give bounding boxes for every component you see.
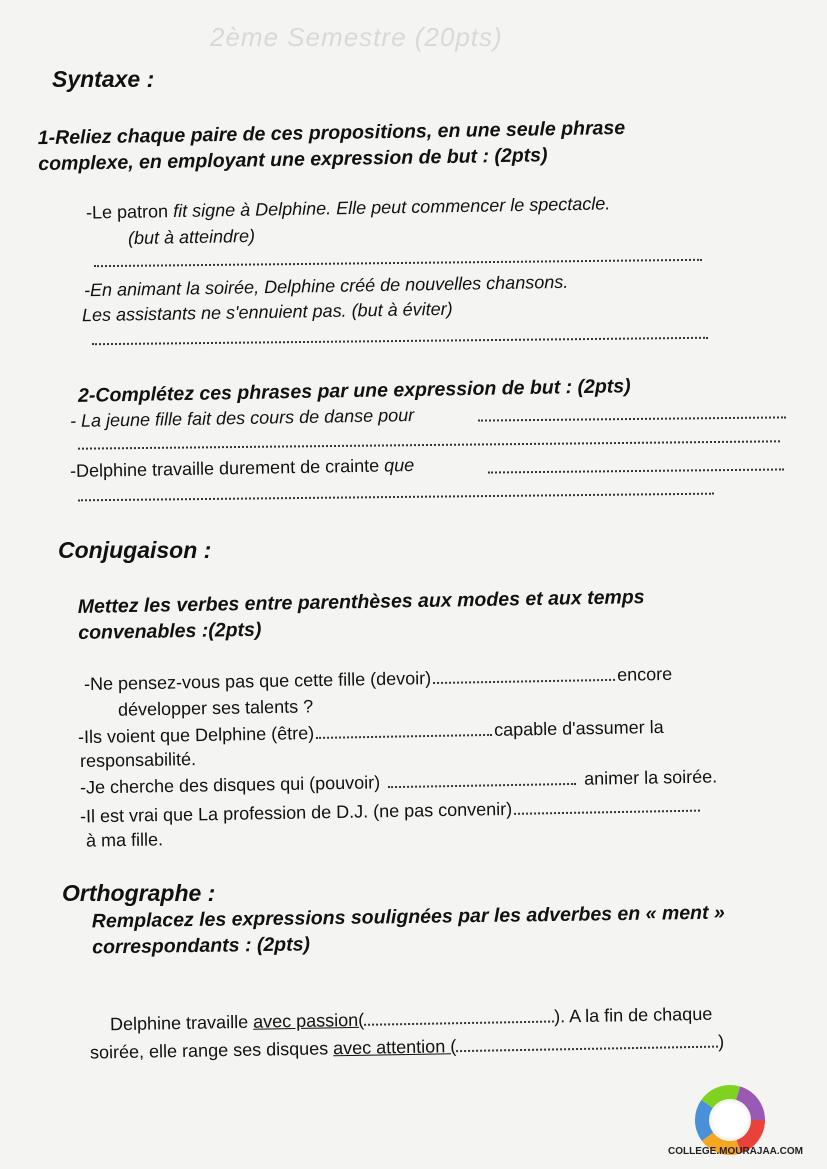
orthographe-paragraph-line-1: Delphine travaille avec passion( ). A la fin de chaque <box>109 1003 713 1035</box>
item-4-italic: que <box>383 454 415 476</box>
orthographe-question-line-1: Remplacez les expressions soulignées par les adverbes en « ment » <box>91 901 725 933</box>
exercise-item-1 <box>86 191 611 225</box>
answer-line-4b[interactable] <box>78 493 714 502</box>
paragraph-1-text: Delphine travaille <box>109 1011 249 1035</box>
answer-line-2[interactable] <box>92 337 708 345</box>
conjugaison-sentence-4 <box>80 794 703 830</box>
sentence-3-end: animer la soirée. <box>583 766 718 789</box>
section-title-syntaxe: Syntaxe : <box>52 66 155 92</box>
section-title-orthographe: Orthographe : <box>62 880 216 906</box>
conjugaison-sentence-1 <box>84 662 673 697</box>
paragraph-2-text: soirée, elle range ses disques <box>89 1038 329 1063</box>
exercise-item-3: - La jeune fille fait des cours de danse pour <box>69 404 415 432</box>
item-4-text: -Delphine travaille durement de crainte <box>69 455 380 482</box>
question-1-line-2: complexe, en employant une expression de but : (2pts) <box>38 144 548 176</box>
paragraph-2-end: ) <box>718 1031 725 1052</box>
sentence-1-end: encore <box>616 663 673 685</box>
sentence-4-text: -Il est vrai que La profession de D.J. (ne pas convenir) <box>79 798 513 827</box>
answer-line-1[interactable] <box>94 259 702 267</box>
conjugaison-question-line-2: convenables :(2pts) <box>78 618 262 644</box>
blank-adverb-2[interactable] <box>456 1046 718 1053</box>
blank-adverb-1[interactable] <box>364 1021 554 1026</box>
conjugaison-sentence-4-cont: à ma fille. <box>85 829 164 851</box>
underlined-expression-2: avec attention <box>332 1036 446 1059</box>
exercise-item-4 <box>70 453 415 484</box>
blank-2[interactable] <box>316 734 492 739</box>
orthographe-question <box>92 900 726 961</box>
conjugaison-sentence-1-cont: développer ses talents ? <box>117 696 314 720</box>
answer-line-3a[interactable] <box>478 416 786 421</box>
answer-line-4a[interactable] <box>488 468 784 473</box>
blank-1[interactable] <box>433 679 615 684</box>
conjugaison-question <box>78 584 646 646</box>
conjugaison-sentence-2-cont: responsabilité. <box>79 748 197 772</box>
paragraph-1-end: ). A la fin de chaque <box>553 1003 713 1027</box>
question-1-line-1: 1-Reliez chaque paire de ces propositions, en une seule phrase <box>37 116 626 150</box>
conjugaison-question-line-1: Mettez les verbes entre parenthèses aux modes et aux temps <box>77 586 645 618</box>
item-1-italic: fit signe à Delphine. Elle peut commencer le spectacle. <box>172 193 611 222</box>
sentence-1-text: -Ne pensez-vous pas que cette fille (devoir) <box>83 668 432 695</box>
item-1-hint: (but à atteindre) <box>127 225 256 249</box>
sentence-3-text: -Je cherche des disques qui (pouvoir) <box>79 772 381 798</box>
answer-line-3b[interactable] <box>78 440 780 449</box>
sentence-2-text: -Ils voient que Delphine (être) <box>77 722 315 748</box>
underlined-expression-1: avec passion <box>252 1009 359 1032</box>
blank-3[interactable] <box>388 783 576 788</box>
sentence-2-end: capable d'assumer la <box>493 716 664 740</box>
orthographe-paragraph-line-2: soirée, elle range ses disques avec attention ( ) <box>89 1031 725 1063</box>
orthographe-question-line-2: correspondants : (2pts) <box>92 933 311 959</box>
syntaxe-question-2: 2-Complétez ces phrases par une expression de but : (2pts) <box>77 375 631 407</box>
item-1-text: -Le patron <box>85 201 169 223</box>
bleed-through-heading: 2ème Semestre (20pts) <box>210 22 503 52</box>
blank-4[interactable] <box>514 810 700 815</box>
exercise-item-2: -En animant la soirée, Delphine créé de nouvelles chansons. <box>83 271 569 301</box>
item-2-hint: Les assistants ne s'ennuient pas. (but à éviter) <box>81 298 453 326</box>
logo-text: COLLEGE.MOURAJAA.COM <box>668 1146 803 1157</box>
section-title-conjugaison: Conjugaison : <box>58 537 212 563</box>
syntaxe-question-1 <box>38 115 626 177</box>
